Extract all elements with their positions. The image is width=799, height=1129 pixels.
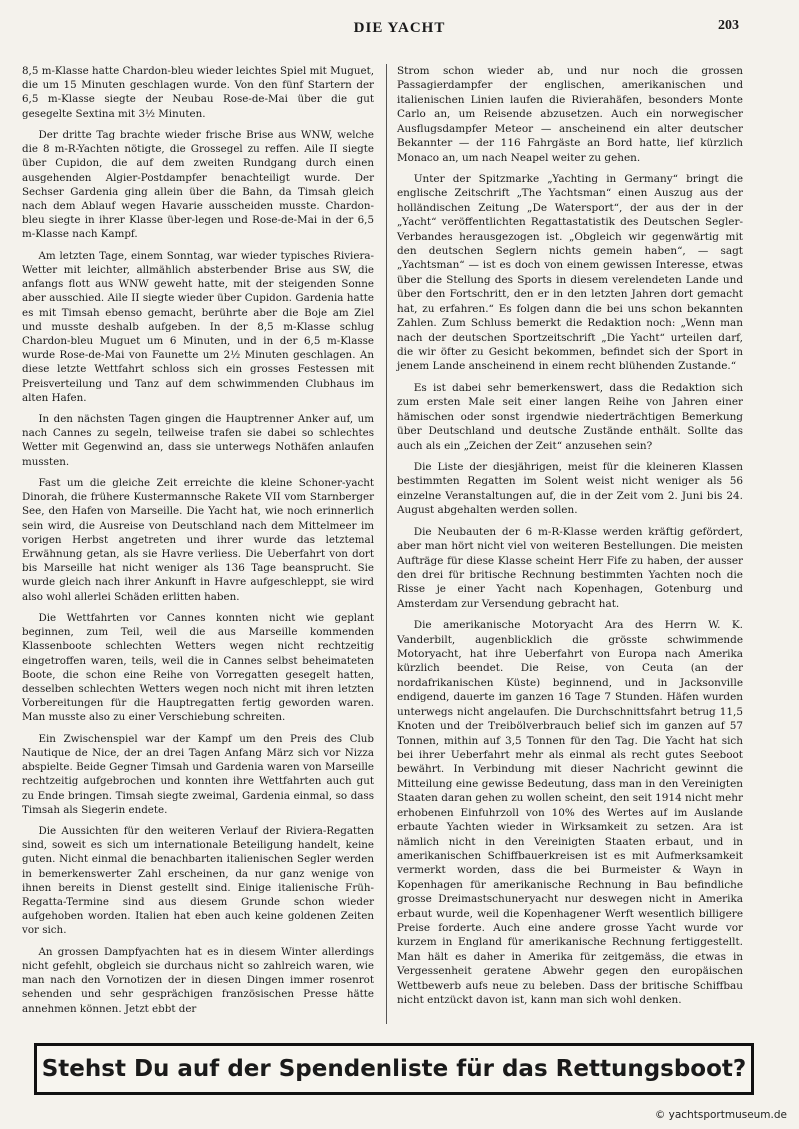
paragraph: Fast um die gleiche Zeit erreichte die kleine Schoner-yacht Dinorah, die frühere Kustermannsche Rakete VII vom Starnberger See, den Hafen von Marseille. Die Yacht hat, wie noch erinnerlich sein wird, die Ausreise von Deutschland nach dem Mittelmeer im vorigen Herbst angetreten und ihrer wurde das letztemal Erwähnung getan, als sie Havre verliess. Die Ueberfahrt von dort bis Marseille hat nicht weniger als 136 Tage beansprucht. Sie wurde gleich nach ihrer Ankunft in Havre aufgeschleppt, sie wird also wohl allerlei Schäden erlitten haben. xyxy=(22,476,374,603)
page-title: DIE YACHT xyxy=(353,20,446,36)
paragraph: In den nächsten Tagen gingen die Hauptrenner Anker auf, um nach Cannes zu segeln, teilweise trafen sie dabei so schlechtes Wetter mit Gegenwind an, dass sie unterwegs Nothäfen anlaufen mussten. xyxy=(22,413,374,468)
page-number: 203 xyxy=(718,18,739,33)
left-column xyxy=(22,64,374,1023)
paragraph: Ein Zwischenspiel war der Kampf um den Preis des Club Nautique de Nice, der an drei Tagen Anfang März sich vor Nizza abspielte. Beide Gegner Timsah und Gardenia waren von Marseille rechtzeitig aufgebrochen und konnten ihre Wettfahrten auch gut zu Ende bringen. Timsah siegte zweimal, Gardenia einmal, so dass Timsah als Siegerin endete. xyxy=(22,732,374,816)
paragraph: Der dritte Tag brachte wieder frische Brise aus WNW, welche die 8 m-R-Yachten nötigte, die Grossegel zu reffen. Aile II siegte über Cupidon, die auf dem zweiten Rundgang durch einen ausgehenden Algier-Postdampfer benachteiligt wurde. Der Sechser Gardenia ging allein über die Bahn, da Timsah gleich nach dem Ablauf wegen Havarie ausscheiden musste. Chardon-bleu siegte in ihrer Klasse über-legen und Rose-de-Mai in der 6,5 m-Klasse nach Kampf. xyxy=(22,128,374,241)
paragraph: Am letzten Tage, einem Sonntag, war wieder typisches Riviera-Wetter mit leichter, allmählich absterbender Brise aus SW, die anfangs flott aus WNW geweht hatte, mit der steigenden Sonne aber ausschied. Aile II siegte wieder über Cupidon. Gardenia hatte es mit Timsah ebenso gemacht, berührte aber die Boje am Ziel und musste deshalb aufgeben. In der 8,5 m-Klasse schlug Chardon-bleu Muguet um 6 Minuten, und in der 6,5 m-Klasse wurde Rose-de-Mai von Faunette um 2½ Minuten geschlagen. An diese letzte Wettfahrt schloss sich ein grosses Festessen mit Preisverteilung und Tanz auf dem schwimmenden Clubhaus im alten Hafen. xyxy=(22,249,374,404)
paragraph: An grossen Dampfyachten hat es in diesem Winter allerdings nicht gefehlt, obgleich sie durchaus nicht so zahlreich waren, wie man nach den Vornotizen der in diesen Dingen immer rosenrot sehenden und sehr gesprächigen französischen Presse hätte annehmen können. Jetzt ebbt der xyxy=(22,945,374,1015)
paragraph: Die Neubauten der 6 m-R-Klasse werden kräftig gefördert, aber man hört nicht viel von weiteren Bestellungen. Die meisten Aufträge für diese Klasse scheint Herr Fife zu haben, der ausser den drei für britische Rechnung bestimmten Yachten noch die Risse je einer Yacht nach Kopenhagen, Gotenburg und Amsterdam zur Versendung gebracht hat. xyxy=(397,525,743,610)
paragraph: Unter der Spitzmarke „Yachting in Germany“ bringt die englische Zeitschrift „The Yachtsman“ einen Auszug aus der holländischen Zeitung „De Watersport“, der aus der in der „Yacht“ veröffentlichten Regattastatistik des Deutschen Segler-Verbandes herausgezogen ist. „Obgleich wir gegenwärtig mit den deutschen Seglern nichts gemein haben“, — sagt „Yachtsman“ — ist es doch von einem gewissen Interesse, etwas über die Stellung des Sports in diesem verelendeten Lande und über den Fortschritt, den er in den letzten Jahren dort gemacht hat, zu erfahren.“ Es folgen dann die bei uns schon bekannten Zahlen. Zum Schluss bemerkt die Redaktion noch: „Wenn man nach der deutschen Sportzeitschrift „Die Yacht“ urteilen darf, die wir öfter zu Gesicht bekommen, befindet sich der Sport in jenem Lande anscheinend in einem recht blühenden Zustande.“ xyxy=(397,172,743,373)
paragraph: Es ist dabei sehr bemerkenswert, dass die Redaktion sich zum ersten Male seit einer langen Reihe von Jahren einer hämischen oder sonst irgendwie niederträchtigen Bemerkung über Deutschland und deutsche Zustände enthält. Sollte das auch als ein „Zeichen der Zeit“ anzusehen sein? xyxy=(397,381,743,452)
paragraph: Die Wettfahrten vor Cannes konnten nicht wie geplant beginnen, zum Teil, weil die aus Marseille kommenden Klassenboote schlechten Wetters wegen nicht rechtzeitig eingetroffen waren, teils, weil die in Cannes selbst beheimateten Boote, die schon eine Reihe von Vorregatten gesegelt hatten, desselben schlechten Wetters wegen noch nicht mit ihren letzten Vorbereitungen für die Hauptregatten fertig geworden waren. Man musste also zu einer Verschiebung schreiten. xyxy=(22,611,374,724)
watermark: © yachtsportmuseum.de xyxy=(654,1109,787,1121)
paragraph: Die Aussichten für den weiteren Verlauf der Riviera-Regatten sind, soweit es sich um internationale Beteiligung handelt, keine guten. Nicht einmal die benachbarten italienischen Segler werden in bemerkenswerter Zahl erscheinen, da nur ganz wenige von ihnen bereits in Dienst gestellt sind. Einige italienische Früh-Regatta-Termine sind aus diesem Grunde schon wieder aufgehoben worden. Italien hat eben auch keine goldenen Zeiten vor sich. xyxy=(22,824,374,937)
donation-banner: Stehst Du auf der Spendenliste für das Rettungsboot? xyxy=(34,1043,754,1095)
paragraph: Die Liste der diesjährigen, meist für die kleineren Klassen bestimmten Regatten im Solent weist nicht weniger als 56 einzelne Veranstaltungen auf, die in der Zeit vom 2. Juni bis 24. August abgehalten werden sollen. xyxy=(397,460,743,517)
right-column xyxy=(397,64,743,1015)
paragraph: Strom schon wieder ab, und nur noch die grossen Passagierdampfer der englischen, amerikanischen und italienischen Linien laufen die Rivierahäfen, besonders Monte Carlo an, um Reisende abzusetzen. Auch ein norwegischer Ausflugsdampfer Meteor — anscheinend ein alter deutscher Bekannter — der 116 Fahrgäste an Bord hatte, lief kürzlich Monaco an, um nach Neapel weiter zu gehen. xyxy=(397,65,743,164)
column-divider xyxy=(386,64,387,1024)
paragraph: 8,5 m-Klasse hatte Chardon-bleu wieder leichtes Spiel mit Muguet, die um 15 Minuten geschlagen wurde. Von den fünf Startern der 6,5 m-Klasse siegte der Neubau Rose-de-Mai über die gut gesegelte Sextina mit 3½ Minuten. xyxy=(22,65,374,120)
paragraph: Die amerikanische Motoryacht Ara des Herrn W. K. Vanderbilt, augenblicklich die grösste schwimmende Motoryacht, hat ihre Ueberfahrt von Europa nach Amerika kürzlich beendet. Die Reise, von Ceuta (an der nordafrikanischen Küste) beginnend, und in Jacksonville endigend, dauerte im ganzen 16 Tage 7 Stunden. Häfen wurden unterwegs nicht angelaufen. Die Durchschnittsfahrt betrug 11,5 Knoten und der Treibölverbrauch belief sich im ganzen auf 57 Tonnen, mithin auf 3,5 Tonnen für den Tag. Die Yacht hat sich bei ihrer Ueberfahrt mehr als einmal als recht gutes Seeboot bewährt. In Verbindung mit dieser Nachricht gewinnt die Mitteilung eine gewisse Bedeutung, dass man in den Vereinigten Staaten daran gehen zu wollen scheint, den seit 1914 nicht mehr erhobenen Einfuhrzoll von 10% des Wertes auf im Auslande erbaute Yachten wieder in Wirksamkeit zu setzen. Ara ist nämlich nicht in den Vereinigten Staaten erbaut, und in amerikanischen Schiffbauerkreisen ist es mit Aufmerksamkeit vermerkt worden, dass die bei Burmeister & Wayn in Kopenhagen für amerikanische Rechnung in Bau befindliche grosse Dreimastschuneryacht nur deswegen nicht in Amerika erbaut wurde, weil die Kopenhagener Werft wesentlich billigere Preise forderte. Auch eine andere grosse Yacht wurde vor kurzem in England für amerikanische Rechnung fertiggestellt. Man hält es daher in Amerika für zeitgemäss, die etwas in Vergessenheit geratene Abwehr gegen den europäischen Wettbewerb aufs neue zu beleben. Dass der britische Schiffbau nicht entzückt davon ist, kann man sich wohl denken. xyxy=(397,619,743,1007)
